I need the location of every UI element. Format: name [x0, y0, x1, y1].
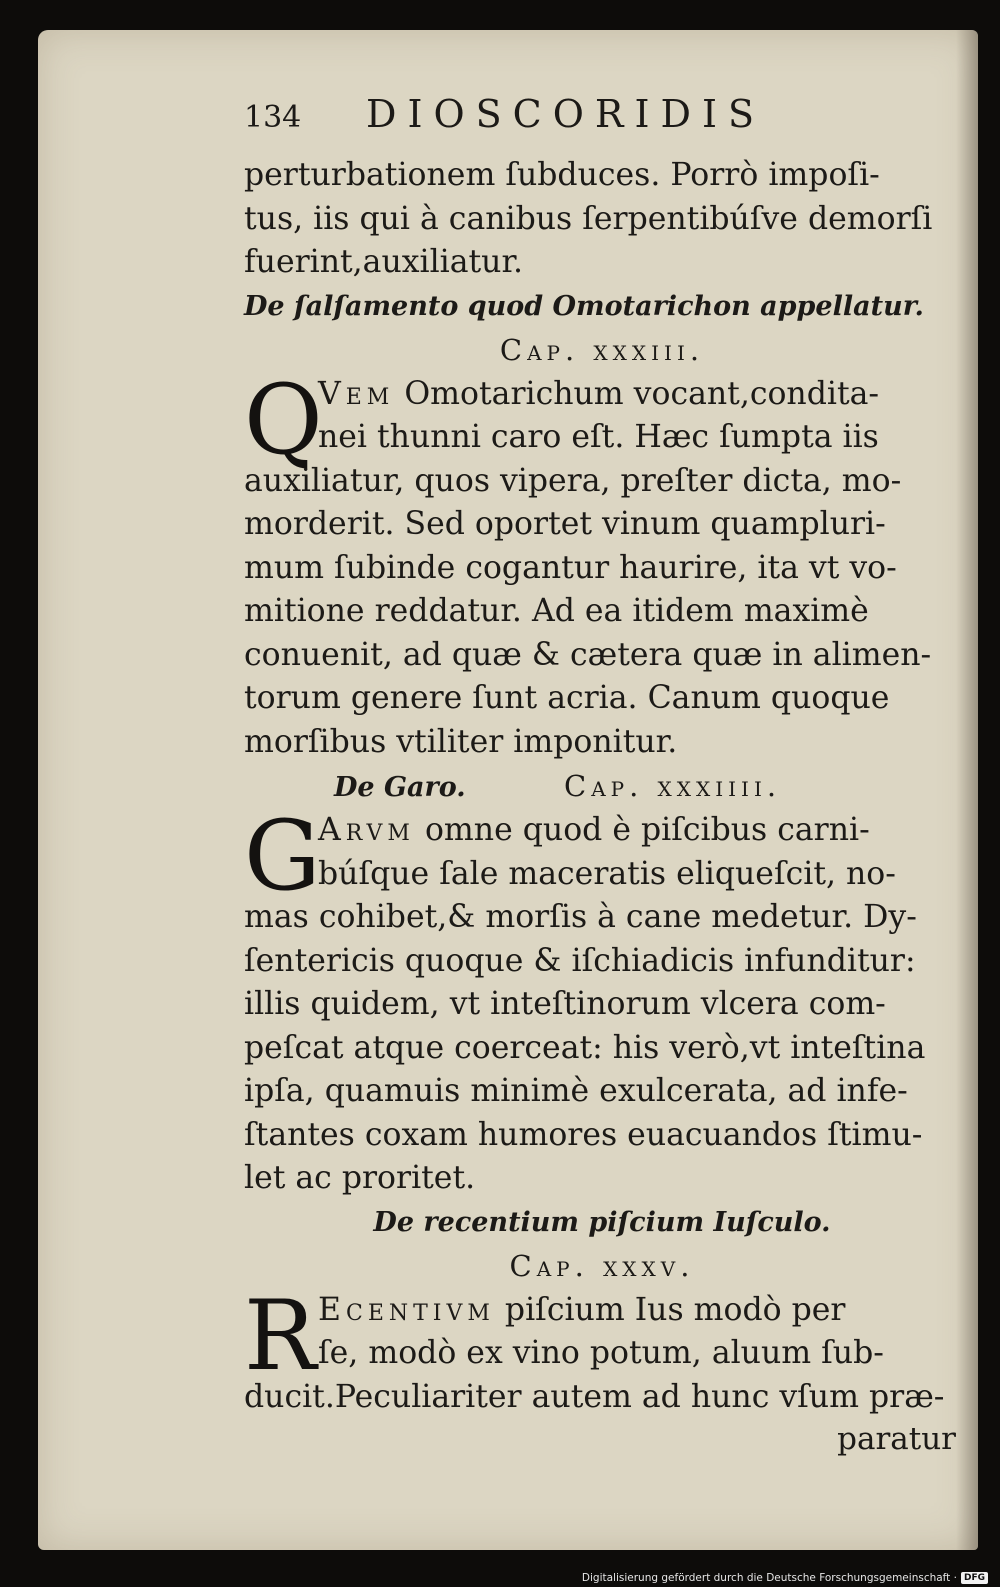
catchword: paratur — [837, 1421, 956, 1457]
text-line: auxiliatur, quos vipera, preſter dicta, mo- — [244, 462, 902, 499]
chapter-title: De recentium piſcium Iuſculo. — [373, 1206, 831, 1238]
drop-cap: G — [244, 800, 321, 912]
first-line-rest: omne quod è piſcibus carni- — [414, 812, 870, 848]
text-line: let ac proritet. — [244, 1160, 476, 1196]
first-word: Vem — [318, 375, 395, 412]
chapter-number: Cap. xxxiii. — [499, 332, 705, 367]
text-line: ſentericis quoque & iſchiadicis infunditur: — [244, 942, 916, 979]
text-line: mum ſubinde cogantur haurire, ita vt vo- — [244, 549, 897, 586]
text-line: tus, iis qui à canibus ſerpentibúſve demorſi — [244, 200, 933, 237]
chapter-number: Cap. xxxiiii. — [564, 769, 782, 803]
text-line — [244, 809, 960, 853]
text-line: torum genere ſunt acria. Canum quoque — [244, 680, 890, 716]
first-line-rest: Omotarichum vocant,condita- — [394, 375, 880, 412]
opening-paragraph — [244, 154, 960, 285]
chapter-title: De Garo. — [334, 772, 466, 803]
page-number: 134 — [244, 100, 302, 135]
chapter-body — [244, 1279, 960, 1420]
text-line: conuenit, ad quæ & cætera quæ in alimen- — [244, 636, 932, 673]
text-line: ſe, modò ex vino potum, aluum ſub- — [318, 1335, 884, 1371]
text-line: morſibus vtiliter imponitur. — [244, 723, 678, 760]
text-line: mitione reddatur. Ad ea itidem maximè — [244, 593, 869, 629]
chapter-number: Cap. xxxv. — [509, 1248, 695, 1283]
text-line: morderit. Sed oportet vinum quampluri- — [244, 506, 886, 542]
text-line: mas cohibet,& morſis à cane medetur. Dy- — [244, 899, 917, 935]
chapter-title: De ſalſamento quod Omotarichon appellatur. — [244, 290, 924, 322]
drop-cap: R — [244, 1279, 317, 1392]
drop-cap: Q — [244, 363, 323, 476]
text-line: ipſa, quamuis minimè exulcerata, ad infe- — [244, 1073, 908, 1109]
text-line: ducit.Peculiariter autem ad hunc vſum præ- — [244, 1378, 945, 1415]
text-line: peſcat atque coerceat: his verò,vt inteſtina — [244, 1029, 926, 1066]
text-line: illis quidem, vt inteſtinorum vlcera com- — [244, 986, 886, 1022]
text-line — [244, 1289, 960, 1333]
running-head: DIOSCORIDIS — [366, 92, 766, 136]
text-line — [244, 373, 960, 417]
text-line: ſtantes coxam humores euacuandos ſtimu- — [244, 1116, 923, 1153]
first-line-rest: piſcium Ius modò per — [494, 1291, 846, 1328]
book-page — [38, 30, 978, 1550]
first-word: Ecentivm — [318, 1291, 495, 1328]
text-line: nei thunni caro eſt. Hæc ſumpta iis — [318, 419, 879, 455]
text-line: búſque ſale maceratis eliqueſcit, no- — [318, 855, 896, 892]
dfg-logo: DFG — [961, 1572, 988, 1584]
text-block — [244, 92, 960, 1459]
first-word: Arvm — [318, 812, 415, 848]
chapter-heading-line — [244, 764, 960, 809]
chapter-body — [244, 800, 960, 1201]
text-line: perturbationem ſubduces. Porrò impoſi- — [244, 157, 880, 193]
text-line: fuerint,auxiliatur. — [244, 244, 524, 280]
digitization-footer — [582, 1572, 988, 1584]
footer-text: Digitalisierung gefördert durch die Deutsche Forschungsgemeinschaft · — [581, 1572, 957, 1584]
page-header — [244, 92, 960, 154]
chapter-body — [244, 363, 960, 765]
